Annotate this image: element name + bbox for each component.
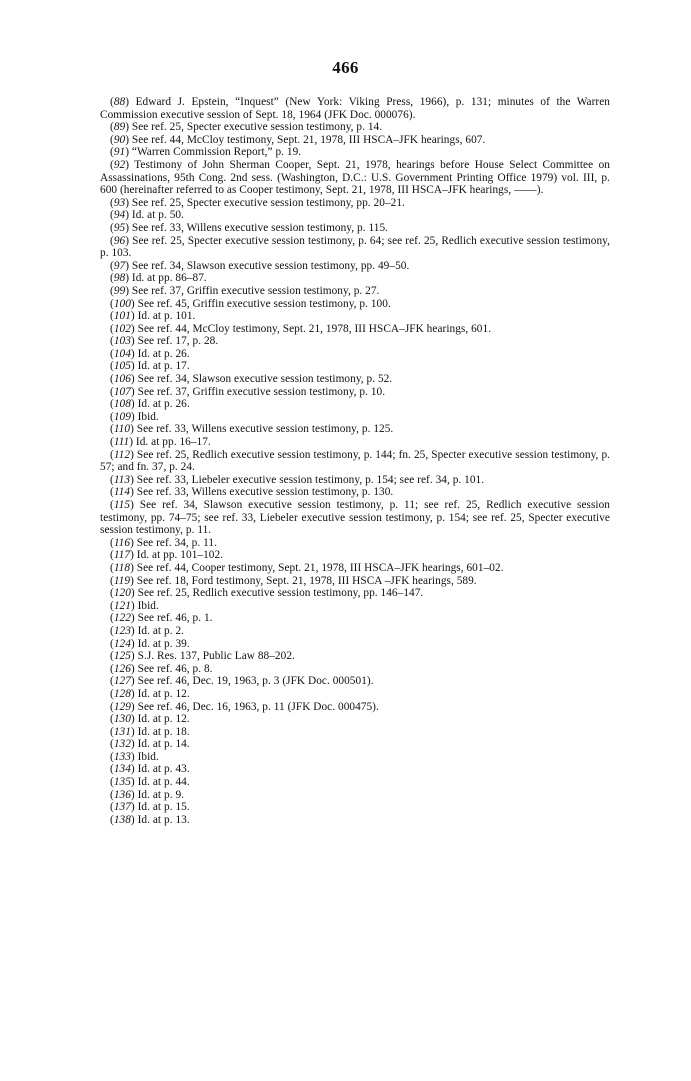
footnote-number: 124 (113, 637, 131, 650)
footnote-text: Id. at p. 43. (137, 763, 190, 776)
footnote-number: 126 (113, 662, 131, 675)
footnote-number: 129 (113, 700, 131, 713)
footnote-number: 125 (113, 650, 131, 663)
footnote-number: 131 (113, 725, 131, 738)
footnote-number: 96 (113, 234, 126, 247)
footnote-number: 123 (113, 624, 131, 637)
footnote-117: (117) Id. at pp. 101–102. (110, 549, 224, 562)
footnote-135: (135) Id. at p. 44. (110, 776, 190, 789)
footnote-number: 107 (113, 385, 131, 398)
footnote-text: See ref. 34, Slawson executive session testimony, p. 11; see ref. 25, Redlich executive session testimony, pp. 74–75; see ref. 33, Liebeler executive session testimony, p. 154; see ref. 25, Specter executive session testimony, p. 11. (100, 499, 611, 537)
footnote-text: Id. at p. 18. (137, 725, 190, 738)
footnote-number: 93 (113, 196, 126, 209)
footnote-number: 101 (113, 310, 131, 323)
footnote-97: (97) See ref. 34, Slawson executive session testimony, pp. 49–50. (110, 259, 410, 272)
footnote-number: 135 (113, 776, 131, 789)
footnote-text: See ref. 44, McCloy testimony, Sept. 21, 1978, III HSCA–JFK hearings, 607. (131, 133, 486, 146)
footnote-text: See ref. 46, Dec. 19, 1963, p. 3 (JFK Doc. 000501). (137, 675, 374, 688)
page-number: 466 (332, 58, 359, 77)
footnote-95: (95) See ref. 33, Willens executive session testimony, p. 115. (110, 221, 389, 234)
footnote-number: 103 (113, 335, 131, 348)
footnote-93: (93) See ref. 25, Specter executive session testimony, pp. 20–21. (110, 196, 405, 209)
footnote-text: Ibid. (137, 599, 159, 612)
footnote-number: 104 (113, 347, 131, 360)
footnote-100: (100) See ref. 45, Griffin executive session testimony, p. 100. (110, 297, 391, 310)
footnote-131: (131) Id. at p. 18. (110, 725, 190, 738)
footnote-92: (92) Testimony of John Sherman Cooper, Sept. 21, 1978, hearings before House Select Committee on Assassinations, 95th Cong. 2nd sess. (Washington, D.C.: U.S. Government Printing Office 1979) vol. III, p. 600 (hereinafter referred to as Cooper testimony, Sept. 21, 1978, III HSCA–JFK hearings, ——). (100, 158, 610, 197)
footnote-number: 112 (113, 448, 131, 461)
footnote-text: “Warren Commission Report,” p. 19. (131, 146, 302, 159)
footnote-text: Id. at p. 50. (131, 209, 185, 222)
footnote-123: (123) Id. at p. 2. (110, 624, 185, 637)
footnote-127: (127) See ref. 46, Dec. 19, 1963, p. 3 (JFK Doc. 000501). (110, 675, 374, 688)
footnote-text: See ref. 33, Willens executive session testimony, p. 115. (131, 221, 389, 234)
footnote-text: See ref. 33, Liebeler executive session testimony, p. 154; see ref. 34, p. 101. (136, 473, 485, 486)
footnote-text: Ibid. (137, 410, 159, 423)
footnote-text: See ref. 34, Slawson executive session testimony, pp. 49–50. (131, 259, 410, 272)
footnote-137: (137) Id. at p. 15. (110, 801, 190, 814)
footnote-text: Id. at p. 2. (137, 624, 185, 637)
footnote-text: See ref. 34, p. 11. (136, 536, 217, 549)
footnote-96: (96) See ref. 25, Specter executive session testimony, p. 64; see ref. 25, Redlich executive session testimony, p. 103. (100, 234, 610, 260)
footnote-number: 105 (113, 360, 131, 373)
footnote-text: Id. at p. 14. (137, 738, 190, 751)
footnote-120: (120) See ref. 25, Redlich executive session testimony, pp. 146–147. (110, 587, 424, 600)
footnote-number: 120 (113, 587, 131, 600)
footnote-text: See ref. 33, Willens executive session testimony, p. 130. (136, 486, 394, 499)
footnote-text: See ref. 25, Specter executive session testimony, p. 14. (131, 121, 383, 134)
footnote-text: See ref. 25, Redlich executive session testimony, p. 144; fn. 25, Specter executive session testimony, p. 57; and fn. 37, p. 24. (100, 448, 611, 474)
footnote-text: See ref. 18, Ford testimony, Sept. 21, 1978, III HSCA –JFK hearings, 589. (136, 574, 477, 587)
footnote-number: 136 (113, 788, 131, 801)
footnote-text: Ibid. (137, 750, 159, 763)
footnote-text: See ref. 25, Specter executive session testimony, p. 64; see ref. 25, Redlich executive session testimony, p. 103. (100, 234, 610, 260)
footnote-101: (101) Id. at p. 101. (110, 310, 196, 323)
footnote-text: See ref. 25, Specter executive session testimony, pp. 20–21. (131, 196, 405, 209)
footnote-107: (107) See ref. 37, Griffin executive session testimony, p. 10. (110, 385, 386, 398)
footnote-text: Id. at p. 17. (137, 360, 190, 373)
footnote-105: (105) Id. at p. 17. (110, 360, 190, 373)
footnote-number: 108 (113, 398, 131, 411)
footnote-text: See ref. 44, McCloy testimony, Sept. 21, 1978, III HSCA–JFK hearings, 601. (137, 322, 492, 335)
footnote-text: Id. at p. 15. (137, 801, 190, 814)
footnote-number: 102 (113, 322, 131, 335)
footnote-111: (111) Id. at pp. 16–17. (110, 436, 211, 449)
footnote-number: 116 (113, 536, 131, 549)
footnote-number: 113 (113, 473, 131, 486)
footnote-text: Id. at p. 9. (137, 788, 185, 801)
footnote-116: (116) See ref. 34, p. 11. (110, 536, 217, 549)
footnote-text: Id. at p. 12. (137, 713, 190, 726)
footnote-106: (106) See ref. 34, Slawson executive session testimony, p. 52. (110, 373, 393, 386)
footnote-130: (130) Id. at p. 12. (110, 713, 190, 726)
footnote-number: 95 (113, 221, 126, 234)
footnote-number: 91 (113, 146, 126, 159)
footnote-text: Id. at p. 12. (137, 687, 190, 700)
footnote-110: (110) See ref. 33, Willens executive session testimony, p. 125. (110, 423, 394, 436)
footnote-133: (133) Ibid. (110, 750, 159, 763)
footnote-text: See ref. 46, p. 8. (137, 662, 213, 675)
footnote-text: Id. at p. 26. (137, 398, 190, 411)
footnote-126: (126) See ref. 46, p. 8. (110, 662, 213, 675)
footnote-88: (88) Edward J. Epstein, “Inquest” (New York: Viking Press, 1966), p. 131; minutes of the Warren Commission executive session of Sept. 18, 1964 (JFK Doc. 000076). (100, 96, 611, 121)
footnote-134: (134) Id. at p. 43. (110, 763, 190, 776)
footnote-number: 118 (113, 561, 131, 574)
footnote-number: 137 (113, 801, 131, 814)
footnote-text: Testimony of John Sherman Cooper, Sept. 21, 1978, hearings before House Select Committee on Assassinations, 95th Cong. 2nd sess. (Washington, D.C.: U.S. Government Printing Office 1979) vol. III, p. 600 (hereinafter referred to as Cooper testimony, Sept. 21, 1978, III HSCA–JFK hearings, ——). (100, 158, 610, 197)
footnote-text: Id. at pp. 101–102. (136, 549, 224, 562)
footnote-104: (104) Id. at p. 26. (110, 347, 190, 360)
footnote-number: 127 (113, 675, 131, 688)
footnote-121: (121) Ibid. (110, 599, 159, 612)
footnote-text: Id. at p. 101. (137, 310, 196, 323)
footnote-text: Id. at p. 26. (137, 347, 190, 360)
footnote-103: (103) See ref. 17, p. 28. (110, 335, 219, 348)
footnote-number: 98 (113, 272, 126, 285)
footnote-text: Edward J. Epstein, “Inquest” (New York: Viking Press, 1966), p. 131; minutes of the Warren Commission executive session of Sept. 18, 1964 (JFK Doc. 000076). (100, 96, 611, 121)
footnote-text: Id. at p. 39. (137, 637, 190, 650)
footnote-list (100, 96, 610, 826)
footnote-number: 97 (113, 259, 126, 272)
footnote-number: 133 (113, 750, 131, 763)
footnote-number: 88 (113, 96, 126, 108)
footnote-128: (128) Id. at p. 12. (110, 687, 190, 700)
footnote-114: (114) See ref. 33, Willens executive session testimony, p. 130. (110, 486, 394, 499)
footnote-text: See ref. 37, Griffin executive session testimony, p. 10. (137, 385, 386, 398)
footnote-number: 111 (113, 436, 130, 449)
footnote-number: 90 (113, 133, 126, 146)
footnote-number: 94 (113, 209, 126, 222)
footnote-text: See ref. 17, p. 28. (137, 335, 219, 348)
footnote-119: (119) See ref. 18, Ford testimony, Sept. 21, 1978, III HSCA –JFK hearings, 589. (110, 574, 477, 587)
footnote-number: 122 (113, 612, 131, 625)
footnote-136: (136) Id. at p. 9. (110, 788, 185, 801)
footnote-number: 130 (113, 713, 131, 726)
footnote-number: 109 (113, 410, 131, 423)
footnote-number: 134 (113, 763, 131, 776)
footnote-112: (112) See ref. 25, Redlich executive session testimony, p. 144; fn. 25, Specter executive session testimony, p. 57; and fn. 37, p. 24. (100, 448, 611, 474)
footnote-text: Id. at pp. 16–17. (135, 436, 211, 449)
footnote-text: See ref. 46, p. 1. (137, 612, 213, 625)
footnote-124: (124) Id. at p. 39. (110, 637, 190, 650)
footnote-91: (91) “Warren Commission Report,” p. 19. (110, 146, 302, 159)
footnote-text: See ref. 34, Slawson executive session testimony, p. 52. (137, 373, 393, 386)
footnote-text: See ref. 37, Griffin executive session testimony, p. 27. (131, 284, 380, 297)
footnote-text: Id. at p. 13. (137, 813, 190, 826)
footnote-118: (118) See ref. 44, Cooper testimony, Sept. 21, 1978, III HSCA–JFK hearings, 601–02. (110, 561, 504, 574)
footnote-98: (98) Id. at pp. 86–87. (110, 272, 207, 285)
footnote-text: See ref. 25, Redlich executive session testimony, pp. 146–147. (137, 587, 424, 600)
footnote-113: (113) See ref. 33, Liebeler executive session testimony, p. 154; see ref. 34, p. 101. (110, 473, 485, 486)
footnote-text: See ref. 46, Dec. 16, 1963, p. 11 (JFK Doc. 000475). (137, 700, 379, 713)
footnote-number: 117 (113, 549, 131, 562)
footnote-94: (94) Id. at p. 50. (110, 209, 185, 222)
footnote-text: See ref. 44, Cooper testimony, Sept. 21, 1978, III HSCA–JFK hearings, 601–02. (136, 561, 504, 574)
footnote-text: Id. at pp. 86–87. (131, 272, 207, 285)
footnote-125: (125) S.J. Res. 137, Public Law 88–202. (110, 650, 295, 663)
footnote-90: (90) See ref. 44, McCloy testimony, Sept. 21, 1978, III HSCA–JFK hearings, 607. (110, 133, 486, 146)
footnote-number: 132 (113, 738, 131, 751)
footnote-number: 128 (113, 687, 131, 700)
footnote-number: 110 (113, 423, 131, 436)
footnote-number: 89 (113, 121, 126, 134)
footnote-108: (108) Id. at p. 26. (110, 398, 190, 411)
footnote-number: 138 (113, 813, 131, 826)
footnote-138: (138) Id. at p. 13. (110, 813, 190, 826)
footnote-number: 99 (113, 284, 126, 297)
footnote-number: 114 (113, 486, 131, 499)
footnote-102: (102) See ref. 44, McCloy testimony, Sept. 21, 1978, III HSCA–JFK hearings, 601. (110, 322, 492, 335)
footnote-number: 115 (113, 499, 131, 511)
footnote-text: See ref. 33, Willens executive session testimony, p. 125. (136, 423, 394, 436)
footnote-109: (109) Ibid. (110, 410, 159, 423)
footnote-number: 121 (113, 599, 131, 612)
footnote-89: (89) See ref. 25, Specter executive session testimony, p. 14. (110, 121, 383, 134)
footnote-text: See ref. 45, Griffin executive session testimony, p. 100. (137, 297, 391, 310)
footnote-99: (99) See ref. 37, Griffin executive session testimony, p. 27. (110, 284, 380, 297)
footnote-122: (122) See ref. 46, p. 1. (110, 612, 213, 625)
footnote-115: (115) See ref. 34, Slawson executive session testimony, p. 11; see ref. 25, Redlich executive session testimony, pp. 74–75; see ref. 33, Liebeler executive session testimony, p. 154; see ref. 25, Specter executive session testimony, p. 11. (100, 499, 611, 537)
footnote-number: 92 (113, 158, 126, 171)
footnote-132: (132) Id. at p. 14. (110, 738, 190, 751)
footnote-number: 119 (113, 574, 131, 587)
footnote-number: 100 (113, 297, 131, 310)
footnote-text: S.J. Res. 137, Public Law 88–202. (137, 650, 295, 663)
footnote-number: 106 (113, 373, 131, 386)
footnote-text: Id. at p. 44. (137, 776, 190, 789)
footnote-129: (129) See ref. 46, Dec. 16, 1963, p. 11 (JFK Doc. 000475). (110, 700, 379, 713)
